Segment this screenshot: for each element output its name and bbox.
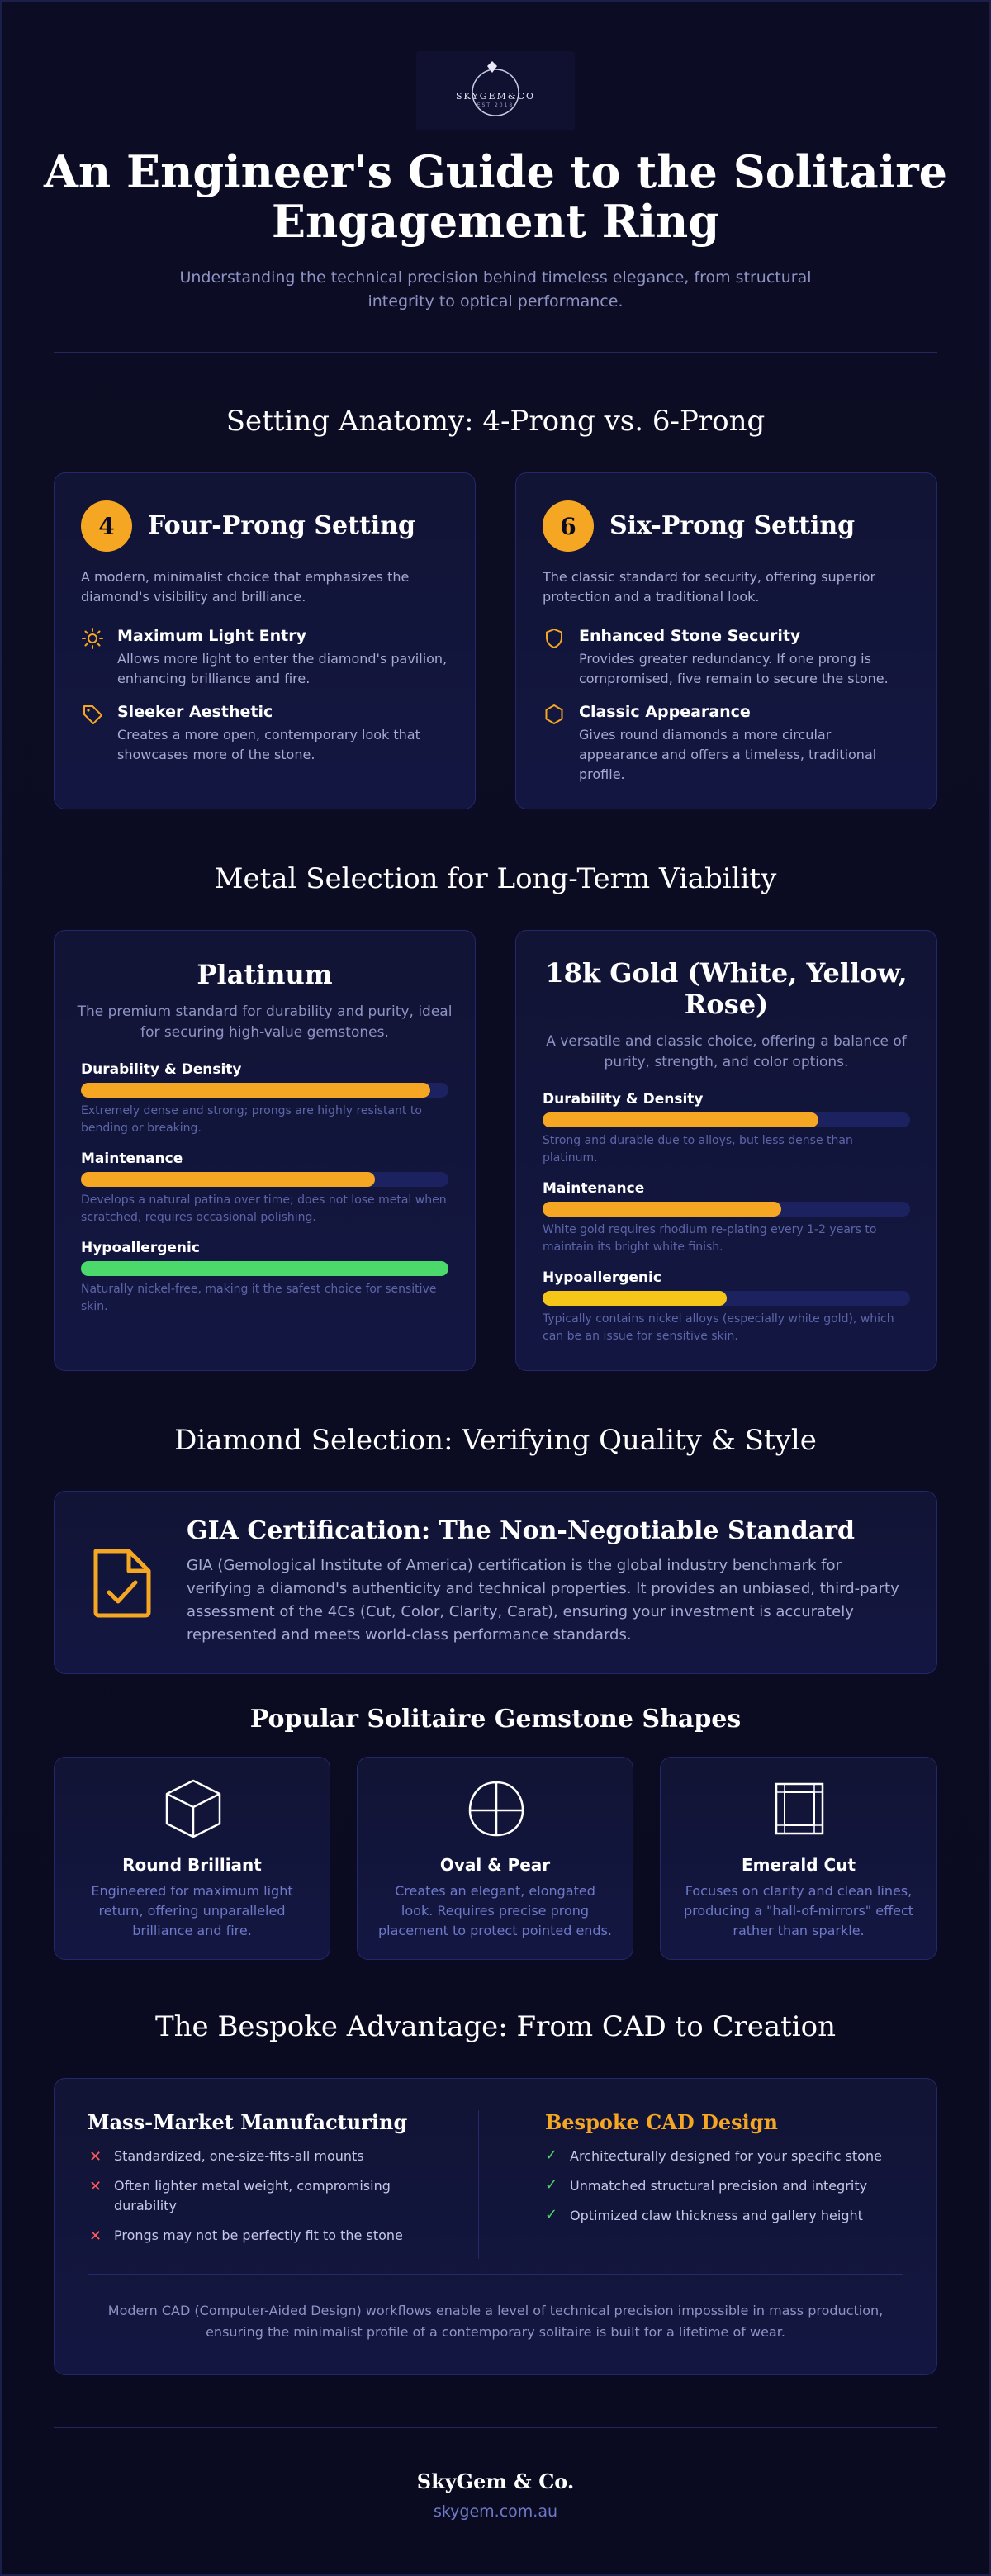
- gold-desc-line1: A versatile and classic choice, offering a balance of: [546, 1033, 907, 1050]
- shape-name-round: Round Brilliant: [122, 1855, 262, 1875]
- cross-icon: ✕: [89, 2178, 102, 2195]
- shape-text-line: producing a "hall-of-mirrors" effect: [683, 1903, 914, 1919]
- section-title-metals: Metal Selection for Long-Term Viability: [214, 862, 777, 895]
- mass-market-title: Mass-Market Manufacturing: [88, 2110, 408, 2134]
- gia-text-line: verifying a diamond's authenticity and technical properties. It provides an unbiased, third-party: [187, 1580, 899, 1597]
- cross-icon: ✕: [89, 2148, 102, 2166]
- page-title: [33, 147, 958, 246]
- gold-durability-label: Durability & Density: [543, 1091, 704, 1108]
- logo-tagline: EST 2018: [477, 102, 514, 108]
- bar-note-line: scratched, requires occasional polishing.: [81, 1211, 316, 1224]
- brand-logo[interactable]: [416, 51, 575, 130]
- shape-text-line: look. Requires precise prong: [401, 1903, 590, 1919]
- feature-text-sleeker: [117, 725, 464, 765]
- bar-note-line: Typically contains nickel alloys (especially white gold), which: [543, 1312, 894, 1326]
- four-prong-title: Four-Prong Setting: [148, 511, 415, 540]
- feature-text-line: Allows more light to enter the diamond's pavilion,: [117, 651, 448, 667]
- platinum-maintenance-track: [81, 1172, 448, 1187]
- bar-note-line: maintain its bright white finish.: [543, 1241, 723, 1254]
- bar-note-line: Develops a natural patina over time; does not lose metal when: [81, 1193, 447, 1207]
- gold-maintenance-track: [543, 1202, 910, 1217]
- oval-pear-icon: [467, 1777, 526, 1840]
- gold-maintenance-label: Maintenance: [543, 1180, 645, 1197]
- feature-title-sleeker: Sleeker Aesthetic: [117, 703, 273, 721]
- bespoke-note-line: Modern CAD (Computer-Aided Design) workflows enable a level of technical precision impossible in mass production,: [107, 2303, 884, 2318]
- hexagon-icon: [543, 703, 566, 726]
- shape-text-line: brilliance and fire.: [132, 1923, 252, 1938]
- shape-name-emerald: Emerald Cut: [741, 1855, 856, 1875]
- platinum-maintenance-note: [81, 1192, 453, 1226]
- feature-text-light-entry: [117, 649, 464, 689]
- platinum-card: [54, 930, 476, 1371]
- subtitle-line1: Understanding the technical precision behind timeless elegance, from structural: [179, 268, 812, 287]
- four-prong-number-badge: 4: [81, 500, 132, 552]
- footer-website-link[interactable]: skygem.com.au: [433, 2502, 558, 2521]
- bar-note-line: Naturally nickel-free, making it the safest choice for sensitive: [81, 1283, 437, 1296]
- feature-text-line: Provides greater redundancy. If one prong is: [579, 651, 871, 667]
- feature-title-security: Enhanced Stone Security: [579, 627, 801, 645]
- section-title-setting: Setting Anatomy: 4-Prong vs. 6-Prong: [225, 405, 766, 438]
- shape-text-line: placement to protect pointed ends.: [377, 1923, 613, 1938]
- gia-text-line: GIA (Gemological Institute of America) certification is the global industry benchmark for: [187, 1557, 842, 1574]
- feature-text-classic: [579, 725, 926, 785]
- six-prong-desc-line2: protection and a traditional look.: [543, 589, 760, 605]
- gold-title-line1: 18k Gold (White, Yellow,: [545, 957, 908, 989]
- logo-wordmark: SKYGEM&CO: [455, 91, 536, 102]
- platinum-hypoallergenic-track: [81, 1261, 448, 1276]
- shape-text-line: Engineered for maximum light: [91, 1883, 293, 1899]
- cad-item: Unmatched structural precision and integrity: [570, 2178, 868, 2194]
- gold-maintenance-note: [543, 1222, 914, 1256]
- bespoke-card: [54, 2078, 937, 2375]
- bar-note-line: White gold requires rhodium re-plating every 1-2 years to: [543, 1223, 877, 1236]
- feature-text-line: appearance and offers a timeless, traditional: [579, 747, 877, 762]
- shape-text-line: Creates an elegant, elongated: [395, 1883, 595, 1899]
- platinum-desc-line1: The premium standard for durability and purity, ideal: [77, 1003, 453, 1020]
- divider: [54, 352, 937, 353]
- bar-note-line: bending or breaking.: [81, 1122, 202, 1135]
- cad-item: Optimized claw thickness and gallery height: [570, 2208, 863, 2223]
- shape-card-round: [54, 1757, 330, 1960]
- section-title-diamond: Diamond Selection: Verifying Quality & Style: [174, 1424, 817, 1457]
- check-icon: ✓: [545, 2206, 558, 2223]
- column-divider: [478, 2110, 479, 2259]
- sun-icon: [81, 627, 104, 650]
- mass-item-line: Standardized, one-size-fits-all mounts: [114, 2148, 364, 2164]
- footer-brand-name: SkyGem & Co.: [416, 2469, 575, 2493]
- page-title-line2: Engagement Ring: [271, 195, 720, 248]
- section-title-bespoke: The Bespoke Advantage: From CAD to Creation: [154, 2010, 837, 2043]
- mass-item-line: Often lighter metal weight, compromising: [114, 2178, 391, 2194]
- gold-description: [533, 1032, 920, 1073]
- platinum-title: Platinum: [197, 959, 333, 990]
- certificate-document-icon: [89, 1546, 155, 1620]
- four-prong-desc-line1: A modern, minimalist choice that emphasizes the: [81, 569, 410, 585]
- four-prong-desc-line2: diamond's visibility and brilliance.: [81, 589, 306, 605]
- gold-durability-fill: [543, 1112, 818, 1127]
- bespoke-divider: [88, 2274, 903, 2275]
- bespoke-note: [71, 2300, 920, 2343]
- gia-text-line: represented and meets world-class performance standards.: [187, 1626, 632, 1644]
- gold-hypoallergenic-track: [543, 1291, 910, 1306]
- cube-icon: [164, 1777, 223, 1840]
- check-icon: ✓: [545, 2147, 558, 2164]
- shape-card-oval: [357, 1757, 633, 1960]
- gold-hypoallergenic-fill: [543, 1291, 727, 1306]
- feature-text-line: Creates a more open, contemporary look that: [117, 727, 420, 742]
- bar-note-line: can be an issue for sensitive skin.: [543, 1330, 738, 1343]
- platinum-hypoallergenic-note: [81, 1281, 453, 1316]
- shape-text-line: rather than sparkle.: [733, 1923, 865, 1938]
- mass-item-line: Prongs may not be perfectly fit to the stone: [114, 2227, 403, 2243]
- feature-text-line: Gives round diamonds a more circular: [579, 727, 832, 742]
- feature-text-line: compromised, five remain to secure the stone.: [579, 671, 889, 686]
- emerald-cut-icon: [773, 1781, 826, 1837]
- six-prong-number-badge: 6: [543, 500, 594, 552]
- platinum-durability-fill: [81, 1083, 430, 1098]
- shape-name-oval: Oval & Pear: [439, 1855, 551, 1875]
- gold-hypoallergenic-label: Hypoallergenic: [543, 1269, 661, 1286]
- bar-note-line: platinum.: [543, 1151, 598, 1165]
- mass-item: [114, 2147, 444, 2166]
- six-prong-title: Six-Prong Setting: [609, 511, 856, 540]
- gia-description: [187, 1554, 913, 1647]
- platinum-description: [71, 1002, 458, 1043]
- feature-text-line: enhancing brilliance and fire.: [117, 671, 311, 686]
- footer-divider: [54, 2427, 937, 2428]
- shape-text-emerald: [677, 1881, 920, 1941]
- mass-item-line: durability: [114, 2198, 177, 2213]
- gold-durability-note: [543, 1132, 914, 1167]
- gold-title-line2: Rose): [684, 989, 769, 1020]
- cross-icon: ✕: [89, 2227, 102, 2245]
- gold-maintenance-fill: [543, 1202, 781, 1217]
- shield-icon: [543, 627, 566, 650]
- gold-card: [515, 930, 937, 1371]
- bar-note-line: skin.: [81, 1300, 108, 1313]
- gia-text-line: assessment of the 4Cs (Cut, Color, Clarity, Carat), ensuring your investment is accurately: [187, 1603, 854, 1620]
- gold-title: [516, 957, 936, 1020]
- six-prong-description: [543, 567, 914, 607]
- shape-card-emerald: [660, 1757, 937, 1960]
- platinum-maintenance-label: Maintenance: [81, 1150, 183, 1167]
- six-prong-card: [515, 472, 937, 809]
- gia-card: [54, 1491, 937, 1674]
- shape-text-oval: [374, 1881, 616, 1941]
- platinum-maintenance-fill: [81, 1172, 375, 1187]
- page-title-line1: An Engineer's Guide to the Solitaire: [43, 145, 948, 198]
- gold-durability-track: [543, 1112, 910, 1127]
- platinum-durability-label: Durability & Density: [81, 1061, 242, 1078]
- cad-design-title: Bespoke CAD Design: [545, 2110, 778, 2134]
- shape-text-round: [79, 1881, 305, 1941]
- four-prong-description: [81, 567, 453, 607]
- four-prong-card: [54, 472, 476, 809]
- six-prong-desc-line1: The classic standard for security, offering superior: [543, 569, 876, 585]
- feature-text-line: showcases more of the stone.: [117, 747, 315, 762]
- mass-item: [114, 2226, 461, 2246]
- platinum-hypoallergenic-label: Hypoallergenic: [81, 1240, 200, 1256]
- gia-title: GIA Certification: The Non-Negotiable Standard: [187, 1516, 855, 1545]
- gold-hypoallergenic-note: [543, 1311, 914, 1345]
- feature-title-light-entry: Maximum Light Entry: [117, 627, 307, 645]
- platinum-hypoallergenic-fill: [81, 1261, 448, 1276]
- bar-note-line: Strong and durable due to alloys, but less dense than: [543, 1134, 853, 1147]
- mass-item: [114, 2176, 444, 2216]
- platinum-desc-line2: for securing high-value gemstones.: [140, 1024, 389, 1041]
- shape-text-line: Focuses on clarity and clean lines,: [685, 1883, 913, 1899]
- subtitle-line2: integrity to optical performance.: [367, 292, 624, 311]
- page-subtitle: [149, 266, 842, 314]
- shape-text-line: return, offering unparalleled: [98, 1903, 286, 1919]
- bespoke-note-line: ensuring the minimalist profile of a contemporary solitaire is built for a lifetime of wear.: [206, 2324, 785, 2340]
- cad-item: Architecturally designed for your specific stone: [570, 2148, 882, 2164]
- feature-text-security: [579, 649, 926, 689]
- check-icon: ✓: [545, 2176, 558, 2194]
- platinum-durability-note: [81, 1103, 453, 1137]
- gold-desc-line2: purity, strength, and color options.: [604, 1054, 849, 1070]
- feature-text-line: profile.: [579, 766, 625, 782]
- tag-icon: [81, 703, 104, 726]
- feature-title-classic: Classic Appearance: [579, 703, 751, 721]
- platinum-durability-track: [81, 1083, 448, 1098]
- bar-note-line: Extremely dense and strong; prongs are highly resistant to: [81, 1104, 422, 1117]
- shapes-title: Popular Solitaire Gemstone Shapes: [249, 1705, 742, 1734]
